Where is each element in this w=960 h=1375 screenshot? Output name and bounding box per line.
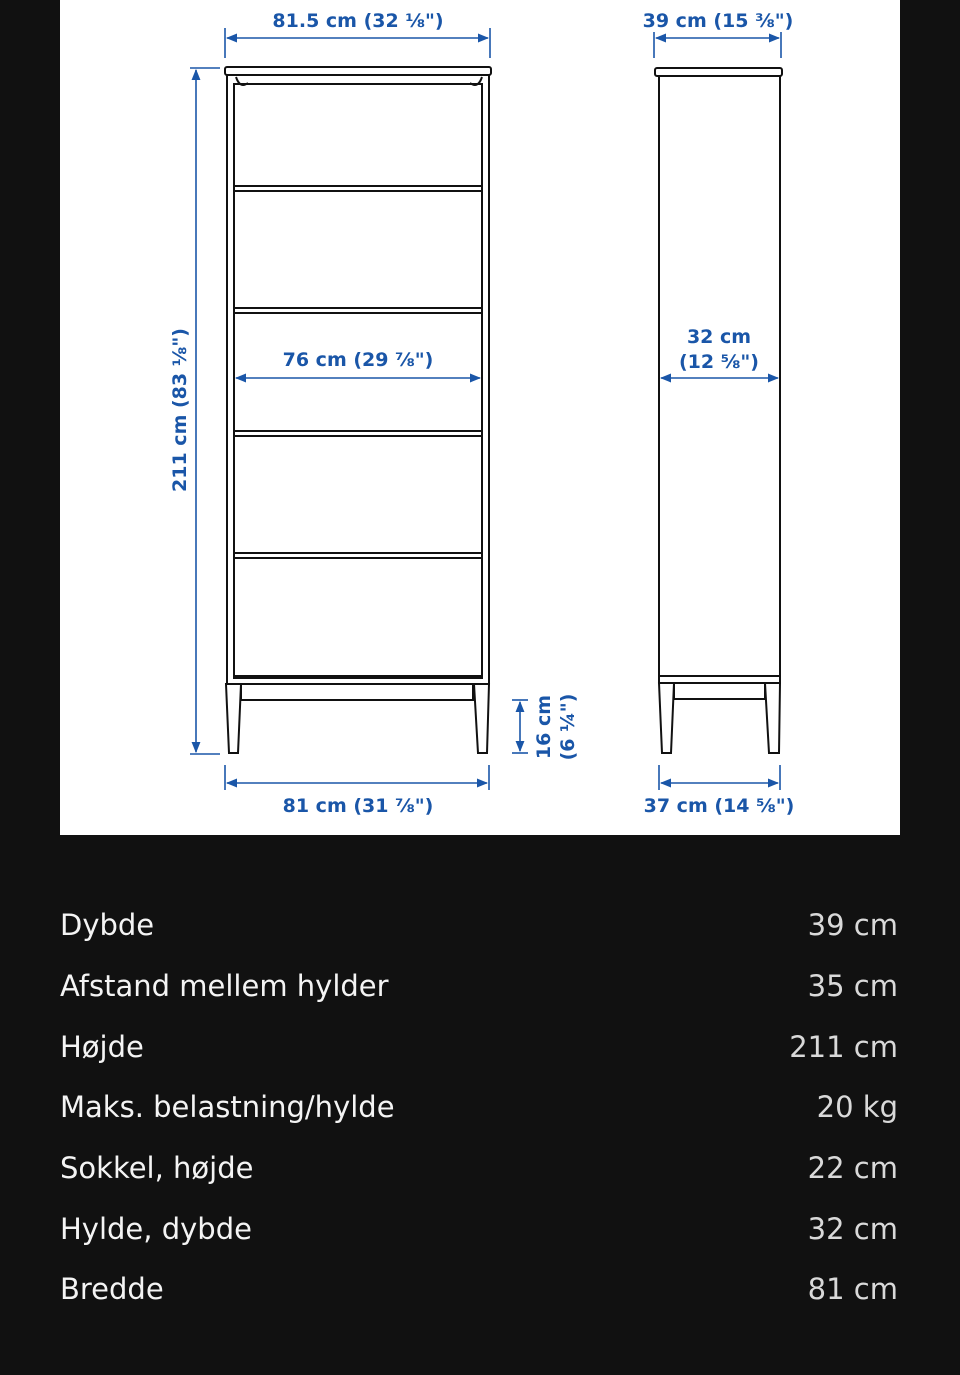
dim-front-top-width: 81.5 cm (32 ⅛") bbox=[272, 10, 444, 32]
spec-row-depth bbox=[60, 895, 898, 956]
spec-row-shelf-spacing bbox=[60, 956, 898, 1017]
dim-front-height: 211 cm (83 ⅛") bbox=[169, 328, 191, 492]
dim-front-bottom-width: 81 cm (31 ⅞") bbox=[282, 795, 434, 817]
dim-side-bottom-depth: 37 cm (14 ⅝") bbox=[643, 795, 795, 817]
spec-label: Sokkel, højde bbox=[60, 1151, 254, 1186]
side-right-leg bbox=[765, 683, 780, 753]
front-body-inner bbox=[234, 84, 482, 678]
front-top-board bbox=[225, 67, 491, 75]
side-top-board bbox=[655, 68, 782, 76]
spec-value: 32 cm bbox=[807, 1211, 898, 1246]
spec-value: 81 cm bbox=[807, 1272, 898, 1307]
front-body-outer bbox=[227, 75, 489, 684]
spec-row-height bbox=[60, 1016, 898, 1077]
front-right-leg bbox=[474, 684, 489, 753]
spec-row-max-load bbox=[60, 1077, 898, 1138]
dim-plinth-height-line2: (6 ¼") bbox=[557, 693, 579, 761]
dim-side-inner-depth-line1: 32 cm bbox=[686, 326, 752, 348]
dim-front-inner-width: 76 cm (29 ⅞") bbox=[282, 349, 434, 371]
side-plinth bbox=[674, 683, 765, 699]
front-plinth bbox=[241, 684, 473, 700]
spec-label: Hylde, dybde bbox=[60, 1211, 252, 1246]
spec-label: Dybde bbox=[60, 908, 155, 943]
spec-label: Afstand mellem hylder bbox=[60, 969, 389, 1004]
spec-value: 20 kg bbox=[816, 1090, 898, 1125]
spec-label: Bredde bbox=[60, 1272, 164, 1307]
dimension-drawing bbox=[60, 0, 900, 835]
dimension-drawing-svg bbox=[60, 0, 900, 835]
side-view bbox=[655, 68, 782, 753]
spec-value: 39 cm bbox=[807, 908, 898, 943]
spec-label: Maks. belastning/hylde bbox=[60, 1090, 395, 1125]
dim-plinth-height-line1: 16 cm bbox=[533, 694, 555, 760]
dim-side-inner-depth-line2: (12 ⅝") bbox=[679, 351, 759, 373]
side-body bbox=[659, 76, 780, 683]
spec-value: 211 cm bbox=[789, 1029, 898, 1064]
spec-row-shelf-depth bbox=[60, 1198, 898, 1259]
front-left-leg bbox=[226, 684, 241, 753]
spec-row-width bbox=[60, 1259, 898, 1320]
spec-value: 35 cm bbox=[807, 969, 898, 1004]
spec-label: Højde bbox=[60, 1029, 144, 1064]
side-left-leg bbox=[659, 683, 674, 753]
front-view bbox=[225, 67, 491, 753]
dim-side-top-depth: 39 cm (15 ⅜") bbox=[642, 10, 794, 32]
spec-value: 22 cm bbox=[807, 1151, 898, 1186]
spec-list bbox=[60, 895, 898, 1320]
spec-row-plinth-height bbox=[60, 1138, 898, 1199]
